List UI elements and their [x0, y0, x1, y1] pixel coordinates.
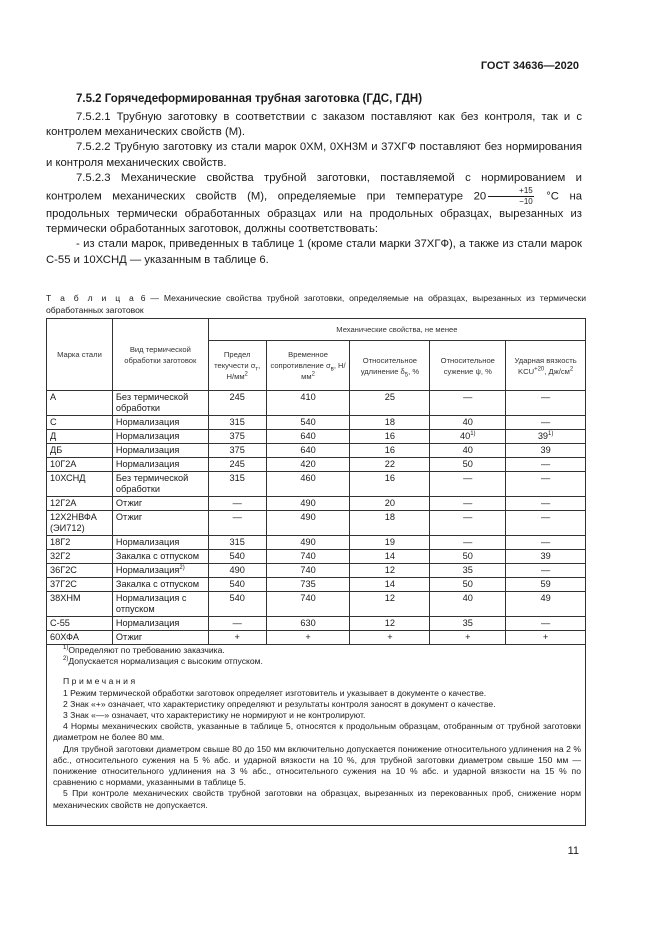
cell-impact: — — [506, 472, 586, 497]
cell-elongation: 22 — [350, 458, 430, 472]
cell-grade: 32Г2 — [47, 550, 113, 564]
cell-treatment: Без термической обработки — [112, 391, 208, 416]
cell-yield: — — [208, 497, 266, 511]
footnote-1: $^{1)}$Определяют по требованию заказчика. — [63, 645, 225, 655]
cell-grade: 12Г2А — [47, 497, 113, 511]
cell-treatment: Отжиг — [112, 511, 208, 536]
header-tensile: Временное сопротивление $\sigma_в$, $Н/мм^2$ — [266, 341, 350, 391]
temperature-tolerance — [488, 186, 534, 207]
cell-grade: 37Г2С — [47, 578, 113, 592]
cell-impact: 39 — [506, 550, 586, 564]
table-row — [47, 444, 586, 458]
cell-treatment: Нормализация — [112, 416, 208, 430]
header-impact: Ударная вязкость $KCU^{+20}$, $Дж/см^2$ — [506, 341, 586, 391]
cell-narrowing: 50 — [430, 550, 506, 564]
header-elongation: Относительное удлинение $\delta_5$, % — [350, 341, 430, 391]
cell-treatment: Нормализация — [112, 458, 208, 472]
cell-elongation: 12 — [350, 617, 430, 631]
cell-yield: 490 — [208, 564, 266, 578]
cell-yield: 375 — [208, 444, 266, 458]
table-row — [47, 472, 586, 497]
cell-grade: С — [47, 416, 113, 430]
cell-elongation: 25 — [350, 391, 430, 416]
tolerance-minus: −10 — [519, 197, 533, 207]
cell-impact: 39 — [506, 444, 586, 458]
note-4-continued: Для трубной заготовки диаметром свыше 80 до 150 мм включительно допускается понижение относительного удлинения на 2 % абс., относительного сужения на 5 % абс. и ударной вязкости на 10 %, для трубной заготовки диаметром свыше 150 мм — понижение относительного удлинения на 3 % абс., относительного сужения на 10 % абс. и ударной вязкости на 15 % по сравнению с нормами, указанными в таблице 5. — [53, 743, 581, 788]
standard-number: ГОСТ 34636—2020 — [480, 60, 579, 72]
cell-impact: — — [506, 458, 586, 472]
cell-impact: — — [506, 564, 586, 578]
page-number: 11 — [567, 845, 579, 857]
table-row — [47, 430, 586, 444]
cell-tensile: 490 — [266, 536, 350, 550]
table-row — [47, 578, 586, 592]
notes-heading: Примечания — [63, 676, 138, 687]
paragraph-7-5-2-2: 7.5.2.2 Трубную заготовку из стали марок 0ХМ, 0ХН3М и 37ХГФ поставляют без нормирования и контроля механических свойств. — [46, 141, 582, 169]
footnote-2: $^{2)}$Допускается нормализация с высоким отпуском. — [63, 656, 263, 667]
cell-impact: — — [506, 391, 586, 416]
table-row — [47, 511, 586, 536]
cell-grade: ДБ — [47, 444, 113, 458]
cell-treatment: Нормализация — [112, 536, 208, 550]
cell-tensile: 540 — [266, 416, 350, 430]
cell-yield: 540 — [208, 592, 266, 617]
table-row — [47, 391, 586, 416]
cell-treatment: Нормализация — [112, 444, 208, 458]
cell-narrowing: 35 — [430, 564, 506, 578]
cell-treatment: Нормализация — [112, 617, 208, 631]
paragraph-7-5-2-3 — [46, 171, 582, 238]
paragraph-7-5-2-1: 7.5.2.1 Трубную заготовку в соответствии с заказом поставляют как без контроля, так и с контролем механических свойств (М). — [46, 111, 582, 139]
header-narrowing: Относительное сужение ψ, % — [430, 341, 506, 391]
cell-grade: 38ХНМ — [47, 592, 113, 617]
cell-treatment: Без термической обработки — [112, 472, 208, 497]
cell-grade: А — [47, 391, 113, 416]
cell-impact: 49 — [506, 592, 586, 617]
cell-tensile: 740 — [266, 592, 350, 617]
cell-tensile: 640 — [266, 430, 350, 444]
cell-narrowing: 50 — [430, 578, 506, 592]
cell-tensile: 740 — [266, 550, 350, 564]
cell-yield: — — [208, 617, 266, 631]
temperature-value: 20 — [473, 190, 487, 203]
cell-narrowing: + — [430, 631, 506, 645]
table-caption-label: Т а б л и ц а — [46, 293, 136, 303]
cell-tensile: 630 — [266, 617, 350, 631]
table-notes — [46, 640, 586, 826]
cell-narrowing: 50 — [430, 458, 506, 472]
cell-elongation: + — [350, 631, 430, 645]
cell-elongation: 18 — [350, 416, 430, 430]
cell-impact: 59 — [506, 578, 586, 592]
cell-elongation: 16 — [350, 472, 430, 497]
cell-narrowing: — — [430, 536, 506, 550]
cell-grade: 10Г2А — [47, 458, 113, 472]
cell-narrowing: — — [430, 497, 506, 511]
cell-elongation: 18 — [350, 511, 430, 536]
cell-elongation: 14 — [350, 578, 430, 592]
cell-narrowing: 35 — [430, 617, 506, 631]
table-row — [47, 416, 586, 430]
cell-narrowing: 40 — [430, 444, 506, 458]
cell-elongation: 14 — [350, 550, 430, 564]
table-row — [47, 536, 586, 550]
cell-treatment: Нормализация$^{2)}$ — [112, 564, 208, 578]
cell-impact: — — [506, 416, 586, 430]
cell-narrowing: — — [430, 472, 506, 497]
cell-elongation: 16 — [350, 430, 430, 444]
paragraph-text-a: 7.5.2.3 Механические свойства трубной заготовки, поставляемой с нормированием и контролем механических свойств (М), определяемые при температуре — [46, 171, 582, 203]
cell-elongation: 19 — [350, 536, 430, 550]
paragraph-text-b: °С на продольных термически обработанных образцах или на продольных образцах, вырезанных из термически обработанных заготовок, должны соответствовать: — [46, 190, 583, 236]
cell-grade: 18Г2 — [47, 536, 113, 550]
cell-impact: 39$^{1)}$ — [506, 430, 586, 444]
cell-treatment: Отжиг — [112, 631, 208, 645]
header-group: Механические свойства, не менее — [208, 319, 585, 341]
table-row — [47, 458, 586, 472]
cell-yield: 315 — [208, 536, 266, 550]
note-4: 4 Нормы механических свойств, указанные в таблице 5, относятся к продольным образцам, отобранным от трубной заготовки диаметром не более 80 мм. — [53, 721, 581, 743]
cell-narrowing: 40 — [430, 416, 506, 430]
paragraph-list-item: - из стали марок, приведенных в таблице 1 (кроме стали марки 37ХГФ), а также из стали марок С-55 и 10ХСНД — указанным в таблице 6. — [46, 238, 582, 266]
cell-elongation: 12 — [350, 592, 430, 617]
cell-yield: + — [208, 631, 266, 645]
cell-narrowing: 40 — [430, 592, 506, 617]
cell-tensile: + — [266, 631, 350, 645]
cell-yield: 245 — [208, 391, 266, 416]
cell-impact: — — [506, 617, 586, 631]
note-1: 1 Режим термической обработки заготовок определяет изготовитель и указывает в документе о качестве. — [63, 687, 487, 698]
body-text — [46, 110, 582, 268]
cell-treatment: Закалка с отпуском — [112, 578, 208, 592]
cell-grade: Д — [47, 430, 113, 444]
cell-narrowing: — — [430, 391, 506, 416]
note-5: 5 При контроле механических свойств трубной заготовки на образцах, вырезанных из перекованных проб, снижение норм механических свойств не допускается. — [53, 788, 581, 810]
cell-yield: — — [208, 511, 266, 536]
cell-elongation: 20 — [350, 497, 430, 511]
cell-tensile: 410 — [266, 391, 350, 416]
cell-grade: 12Х2НВФА (ЭИ712) — [47, 511, 113, 536]
cell-yield: 540 — [208, 578, 266, 592]
cell-yield: 375 — [208, 430, 266, 444]
cell-tensile: 420 — [266, 458, 350, 472]
table-row — [47, 564, 586, 578]
cell-elongation: 12 — [350, 564, 430, 578]
table-row — [47, 497, 586, 511]
cell-yield: 315 — [208, 416, 266, 430]
cell-yield: 245 — [208, 458, 266, 472]
cell-treatment: Нормализация — [112, 430, 208, 444]
cell-treatment: Закалка с отпуском — [112, 550, 208, 564]
cell-impact: — — [506, 536, 586, 550]
cell-tensile: 490 — [266, 511, 350, 536]
cell-grade: 36Г2С — [47, 564, 113, 578]
cell-tensile: 640 — [266, 444, 350, 458]
table-row — [47, 617, 586, 631]
cell-impact: — — [506, 511, 586, 536]
cell-impact: — — [506, 497, 586, 511]
cell-impact: + — [506, 631, 586, 645]
header-treatment: Вид термической обработки заготовок — [112, 319, 208, 391]
cell-tensile: 490 — [266, 497, 350, 511]
header-grade: Марка стали — [47, 319, 113, 391]
cell-yield: 540 — [208, 550, 266, 564]
cell-treatment: Отжиг — [112, 497, 208, 511]
cell-grade: С-55 — [47, 617, 113, 631]
cell-yield: 315 — [208, 472, 266, 497]
table-caption-text: 6 — Механические свойства трубной заготовки, определяемые на образцах, вырезанных из термически обработанных заготовок — [46, 293, 586, 315]
cell-narrowing: 40$^{1)}$ — [430, 430, 506, 444]
cell-treatment: Нормализация с отпуском — [112, 592, 208, 617]
cell-grade: 10ХСНД — [47, 472, 113, 497]
table-row — [47, 550, 586, 564]
mechanical-properties-table — [46, 318, 586, 645]
table-row — [47, 592, 586, 617]
header-yield: Предел текучести $\sigma_т$, $Н/мм^2$ — [208, 341, 266, 391]
cell-tensile: 735 — [266, 578, 350, 592]
note-2: 2 Знак «+» означает, что характеристику определяют и результаты контроля заносят в документ о качестве. — [63, 698, 496, 709]
tolerance-plus: +15 — [488, 186, 534, 197]
cell-grade: 60ХФА — [47, 631, 113, 645]
cell-tensile: 460 — [266, 472, 350, 497]
section-title: 7.5.2 Горячедеформированная трубная заготовка (ГДС, ГДН) — [76, 93, 423, 105]
cell-tensile: 740 — [266, 564, 350, 578]
cell-narrowing: — — [430, 511, 506, 536]
table-caption — [46, 292, 586, 316]
cell-elongation: 16 — [350, 444, 430, 458]
note-3: 3 Знак «—» означает, что характеристику не нормируют и не контролируют. — [63, 710, 366, 721]
